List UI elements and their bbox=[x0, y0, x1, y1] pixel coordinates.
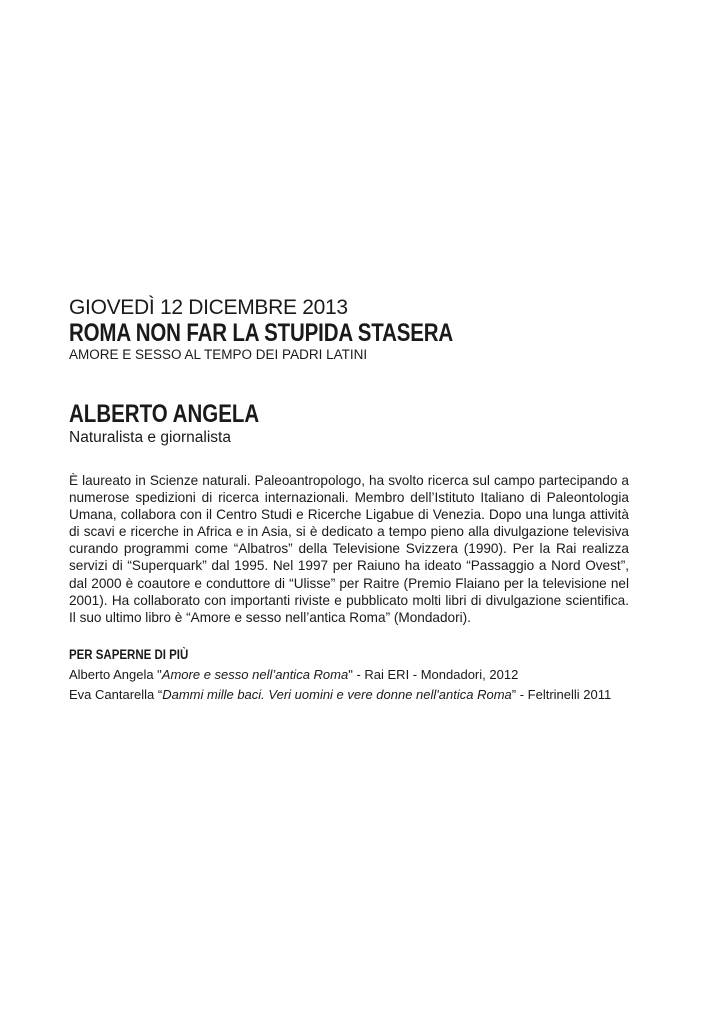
reference-title: Dammi mille baci. Veri uomini e vere donne nell'antica Roma bbox=[162, 686, 512, 702]
event-date: GIOVEDÌ 12 DICEMBRE 2013 bbox=[69, 296, 348, 319]
reference-list bbox=[69, 665, 659, 705]
event-subtitle: AMORE E SESSO AL TEMPO DEI PADRI LATINI bbox=[69, 347, 368, 362]
document-page bbox=[69, 296, 659, 705]
reference-publisher: " - Rai ERI - Mondadori, 2012 bbox=[348, 666, 519, 682]
speaker-role: Naturalista e giornalista bbox=[69, 429, 231, 446]
event-title: ROMA NON FAR LA STUPIDA STASERA bbox=[69, 319, 454, 347]
reference-item bbox=[69, 685, 659, 705]
further-reading-heading: PER SAPERNE DI PIÙ bbox=[69, 646, 189, 662]
reference-title: Amore e sesso nell’antica Roma bbox=[161, 666, 349, 682]
reference-publisher: ” - Feltrinelli 2011 bbox=[511, 686, 612, 702]
reference-author: Alberto Angela " bbox=[69, 666, 162, 682]
speaker-name: ALBERTO ANGELA bbox=[69, 400, 260, 428]
reference-author: Eva Cantarella “ bbox=[69, 686, 163, 702]
reference-item bbox=[69, 665, 659, 685]
speaker-bio: È laureato in Scienze naturali. Paleoantropologo, ha svolto ricerca sul campo partecipando a numerose spedizioni di ricerca internazionali. Membro dell’Istituto Italiano di Paleontologia Umana, collabora con il Centro Studi e Ricerche Ligabue di Venezia. Dopo una lunga attività di scavi e ricerche in Africa e in Asia, si è dedicato a tempo pieno alla divulgazione televisiva curando programmi come “Albatros” della Televisione Svizzera (1990). Per la Rai realizza servizi di “Superquark” dal 1995. Nel 1997 per Raiuno ha ideato “Passaggio a Nord Ovest”, dal 2000 è coautore e conduttore di “Ulisse” per Raitre (Premio Flaiano per la televisione nel 2001). Ha collaborato con importanti riviste e pubblicato molti libri di divulgazione scientifica. Il suo ultimo libro è “Amore e sesso nell’antica Roma” (Mondadori). bbox=[69, 473, 629, 625]
